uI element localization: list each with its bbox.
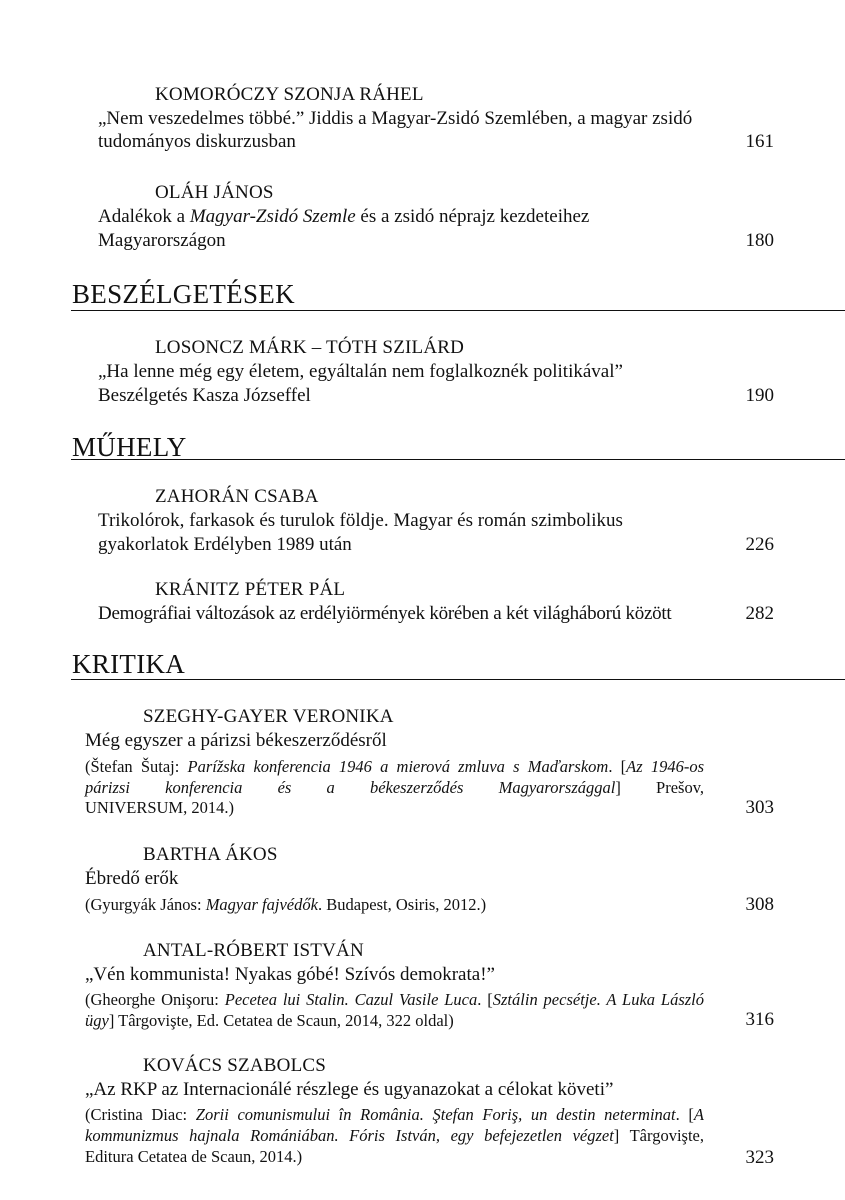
- bibliographic-note: [85, 756, 704, 798]
- bibliographic-note: [85, 895, 486, 915]
- bibliographic-note: [85, 989, 704, 1031]
- note-text: (Gheorghe Onişoru:: [85, 990, 225, 1009]
- section-rule: [71, 310, 845, 311]
- page-number: 323: [745, 1147, 774, 1168]
- note-italic: Sztálin pecsétje. A Luka László ügy: [85, 990, 704, 1030]
- note-italic: A kommunizmus hajnala Romániában. Fóris István, egy befejezetlen végzet: [85, 1105, 705, 1145]
- entry-author: LOSONCZ MÁRK – TÓTH SZILÁRD: [155, 337, 465, 358]
- entry-title-line: gyakorlatok Erdélyben 1989 után: [98, 534, 352, 555]
- bibliographic-note: [85, 1104, 704, 1167]
- section-rule: [71, 679, 845, 680]
- entry-title-line: „Ha lenne még egy életem, egyáltalán nem foglalkoznék politikával”: [98, 361, 623, 382]
- entry-title-line: [98, 206, 589, 228]
- bibliographic-note-last-line: UNIVERSUM, 2014.): [85, 798, 234, 817]
- entry-author: ANTAL-RÓBERT ISTVÁN: [143, 940, 364, 961]
- note-italic: Parížska konferencia 1946 a mierová zmluva s Maďarskom: [187, 757, 609, 776]
- entry-title-line: tudományos diskurzusban: [98, 131, 296, 152]
- page-number: 316: [745, 1009, 774, 1030]
- note-text: . [: [477, 990, 493, 1009]
- entry-title-line: Demográfiai változások az erdélyiörmények körében a két világháború között: [98, 603, 672, 624]
- page-number: 282: [745, 603, 774, 624]
- page-number: 303: [745, 797, 774, 818]
- entry-author: BARTHA ÁKOS: [143, 844, 278, 865]
- note-italic: Zorii comunismului în România. Ştefan Foriş, un destin neterminat: [195, 1105, 676, 1124]
- title-text: Adalékok a: [98, 206, 190, 227]
- note-text: ] Prešov,: [615, 778, 704, 797]
- entry-title: „Vén kommunista! Nyakas góbé! Szívós demokrata!”: [85, 964, 495, 985]
- entry-title: Ébredő erők: [85, 868, 179, 889]
- entry-author: KOMORÓCZY SZONJA RÁHEL: [155, 84, 424, 105]
- title-text: és a zsidó néprajz kezdeteihez: [355, 206, 590, 227]
- entry-title-line: Beszélgetés Kasza Józseffel: [98, 385, 311, 406]
- entry-title: „Az RKP az Internacionálé részlege és ugyanazokat a célokat követi”: [85, 1079, 614, 1100]
- note-text: (Štefan Šutaj:: [85, 757, 188, 776]
- entry-author: OLÁH JÁNOS: [155, 182, 274, 203]
- page-number: 161: [745, 131, 774, 152]
- entry-title-line: Trikolórok, farkasok és turulok földje. Magyar és román szimbolikus: [98, 510, 623, 531]
- page-number: 308: [745, 894, 774, 915]
- note-italic: Pecetea lui Stalin. Cazul Vasile Luca: [224, 990, 478, 1009]
- note-italic: Az 1946-os párizsi konferencia és a békeszerződés Magyarországgal: [85, 757, 705, 797]
- title-italic: Magyar-Zsidó Szemle: [189, 206, 356, 227]
- note-text: ] Târgovişte, Editura Cetatea de Scaun, 2014.): [85, 1126, 704, 1166]
- page-number: 190: [745, 385, 774, 406]
- note-text: ] Târgovişte, Ed. Cetatea de Scaun, 2014, 322 oldal): [108, 1011, 454, 1030]
- entry-title-line: Magyarországon: [98, 230, 226, 251]
- entry-author: ZAHORÁN CSABA: [155, 486, 319, 507]
- section-heading: KRITIKA: [72, 649, 186, 679]
- page-number: 180: [745, 230, 774, 251]
- note-text: (Cristina Diac:: [85, 1105, 196, 1124]
- note-text: . [: [608, 757, 627, 776]
- note-text: (Gyurgyák János:: [85, 895, 206, 914]
- section-heading: BESZÉLGETÉSEK: [72, 279, 295, 309]
- note-text: . Budapest, Osiris, 2012.): [317, 895, 487, 914]
- entry-author: KRÁNITZ PÉTER PÁL: [155, 579, 346, 600]
- entry-author: SZEGHY-GAYER VERONIKA: [143, 706, 394, 727]
- note-italic: Magyar fajvédők: [205, 895, 318, 914]
- entry-author: KOVÁCS SZABOLCS: [143, 1055, 327, 1076]
- entry-title: Még egyszer a párizsi békeszerződésről: [85, 730, 387, 751]
- section-rule: [71, 459, 845, 460]
- page-number: 226: [745, 534, 774, 555]
- entry-title-line: „Nem veszedelmes többé.” Jiddis a Magyar-Zsidó Szemlében, a magyar zsidó: [98, 108, 693, 129]
- section-heading: MŰHELY: [72, 432, 187, 462]
- note-text: . [: [675, 1105, 694, 1124]
